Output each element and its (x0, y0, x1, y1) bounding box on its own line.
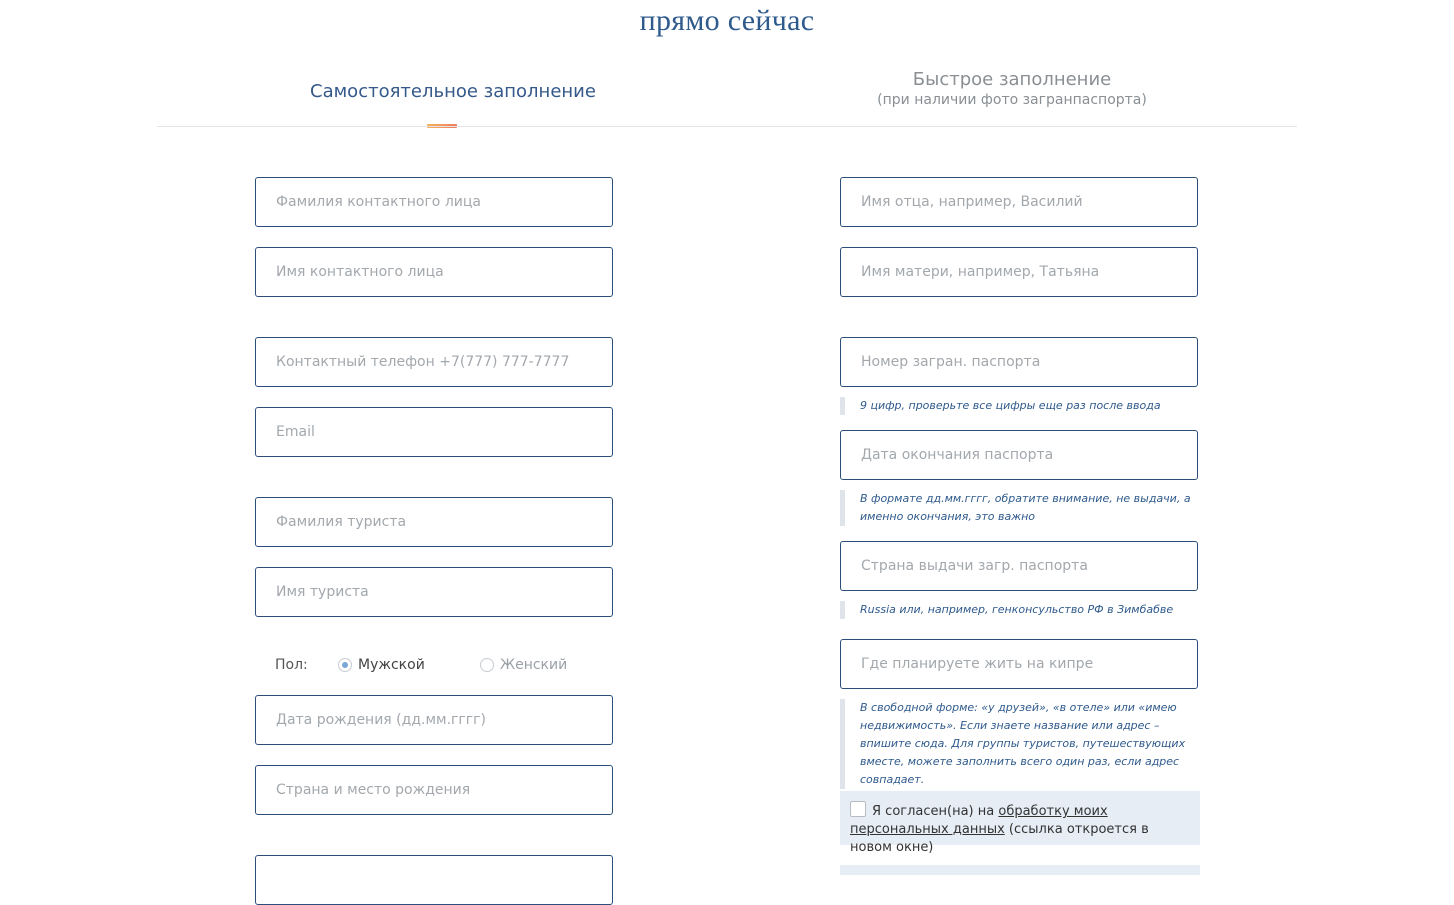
tab-quick-fill[interactable] (862, 69, 1162, 108)
birth-place-input[interactable] (276, 782, 596, 798)
contact-first-name-field[interactable] (255, 247, 613, 297)
passport-number-field[interactable] (840, 337, 1198, 387)
email-input[interactable] (276, 424, 596, 440)
consent-checkbox[interactable] (850, 801, 866, 817)
gender-selector (275, 655, 615, 679)
birth-place-field[interactable] (255, 765, 613, 815)
next-field-partial[interactable] (255, 855, 613, 905)
passport-expiry-input[interactable] (861, 447, 1181, 463)
gender-male-radio[interactable] (338, 657, 425, 673)
contact-phone-field[interactable] (255, 337, 613, 387)
tourist-last-name-input[interactable] (276, 514, 596, 530)
passport-country-input[interactable] (861, 558, 1181, 574)
residence-input[interactable] (861, 656, 1181, 672)
contact-phone-input[interactable] (276, 354, 596, 370)
consent-prefix: Я согласен(на) на (872, 804, 999, 819)
passport-country-field[interactable] (840, 541, 1198, 591)
birth-date-input[interactable] (276, 712, 596, 728)
passport-expiry-hint: В формате дд.мм.гггг, обратите внимание, не выдачи, а именно окончания, это важно (840, 490, 1200, 526)
passport-country-hint: Russia или, например, генконсульство РФ в Зимбабве (840, 601, 1200, 619)
contact-last-name-input[interactable] (276, 194, 596, 210)
tab-quick-fill-label: Быстрое заполнение (912, 69, 1112, 90)
residence-field[interactable] (840, 639, 1198, 689)
personal-data-link[interactable]: обработку моих персональных данных (850, 804, 1108, 837)
next-block-partial (840, 865, 1200, 875)
father-name-field[interactable] (840, 177, 1198, 227)
contact-first-name-input[interactable] (276, 264, 596, 280)
radio-empty-icon[interactable] (480, 658, 494, 672)
gender-female-label[interactable]: Женский (500, 657, 568, 673)
tabs-divider (157, 126, 1297, 127)
mother-name-field[interactable] (840, 247, 1198, 297)
tourist-last-name-field[interactable] (255, 497, 613, 547)
email-field[interactable] (255, 407, 613, 457)
page-heading: прямо сейчас (639, 4, 815, 37)
consent-suffix: (ссылка откроется в новом окне) (850, 822, 1149, 855)
gender-male-label[interactable]: Мужской (358, 657, 425, 673)
gender-female-radio[interactable] (480, 657, 567, 673)
tab-self-fill[interactable]: Самостоятельное заполнение (310, 81, 596, 102)
mother-name-input[interactable] (861, 264, 1181, 280)
gender-label: Пол: (275, 657, 308, 673)
consent-box (840, 791, 1200, 855)
birth-date-field[interactable] (255, 695, 613, 745)
passport-expiry-field[interactable] (840, 430, 1198, 480)
tourist-first-name-input[interactable] (276, 584, 596, 600)
tab-quick-fill-note: (при наличии фото загранпаспорта) (877, 92, 1147, 108)
residence-hint: В свободной форме: «у друзей», «в отеле» или «имею недвижимость». Если знаете название или адрес – впишите сюда. Для группы туристов, путешествующих вместе, можете заполнить всего один раз, если адрес совпадает. (840, 699, 1200, 789)
passport-number-hint: 9 цифр, проверьте все цифры еще раз после ввода (840, 397, 1200, 415)
passport-number-input[interactable] (861, 354, 1181, 370)
contact-last-name-field[interactable] (255, 177, 613, 227)
radio-selected-icon[interactable] (338, 658, 352, 672)
father-name-input[interactable] (861, 194, 1181, 210)
tourist-first-name-field[interactable] (255, 567, 613, 617)
